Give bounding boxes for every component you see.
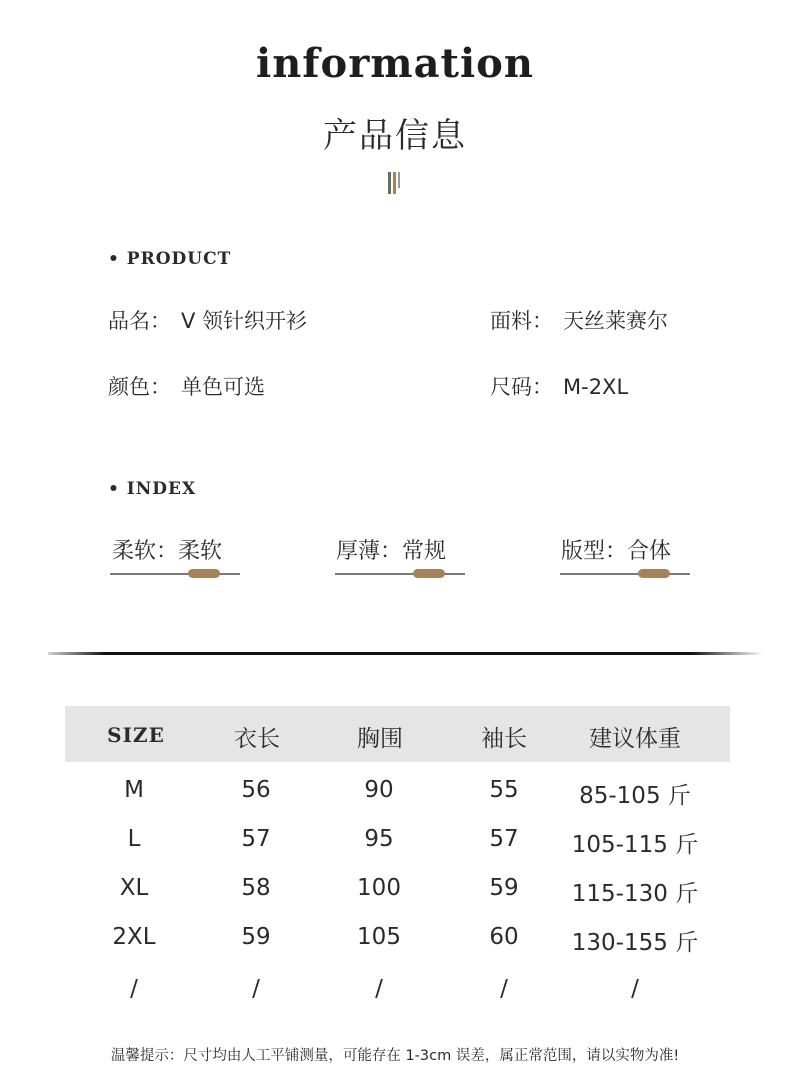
size-table-cell: 59 <box>241 924 271 950</box>
header-length: 衣长 <box>234 726 280 752</box>
header-chest: 胸围 <box>357 726 403 752</box>
size-table-cell: 59 <box>489 875 519 901</box>
size-table-cell: 60 <box>489 924 519 950</box>
size-table-cell: 100 <box>357 875 401 901</box>
size-table-cell: 57 <box>241 826 271 852</box>
index-thickness-knob <box>413 569 445 578</box>
size-table-cell: 55 <box>489 777 519 803</box>
size-table-cell: 90 <box>364 777 394 803</box>
size-table-cell: / <box>130 976 138 1002</box>
index-softness-track <box>110 573 240 575</box>
product-name-row <box>108 305 307 335</box>
index-thickness-track <box>335 573 465 575</box>
size-table-cell: 115-130 斤 <box>571 881 699 907</box>
size-table-cell: 95 <box>364 826 394 852</box>
size-table-cell: 2XL <box>112 924 156 950</box>
size-table-cell: / <box>252 976 260 1002</box>
product-size-label: 尺码： <box>490 375 553 399</box>
index-heading: • INDEX <box>108 479 197 499</box>
product-color-label: 颜色： <box>108 375 171 399</box>
size-table-cell: / <box>375 976 383 1002</box>
product-heading: • PRODUCT <box>108 249 232 269</box>
section-divider <box>48 652 763 655</box>
size-table-cell: / <box>500 976 508 1002</box>
product-color-value: 单色可选 <box>181 375 265 399</box>
size-table-cell: 56 <box>241 777 271 803</box>
size-table-cell: 105 <box>357 924 401 950</box>
header-sleeve: 袖长 <box>481 726 527 752</box>
product-name-value: V 领针织开衫 <box>181 309 308 333</box>
size-table-cell: XL <box>119 875 149 901</box>
size-table-cell: 105-115 斤 <box>571 832 699 858</box>
size-table-cell: L <box>127 826 141 852</box>
header-weight: 建议体重 <box>589 726 681 752</box>
size-table-cell: M <box>124 777 144 803</box>
product-fabric-value: 天丝莱赛尔 <box>563 309 668 333</box>
size-table-cell: / <box>631 976 639 1002</box>
size-table-header <box>65 706 730 762</box>
index-softness-knob <box>188 569 220 578</box>
size-table-cell: 85-105 斤 <box>579 783 691 809</box>
index-softness-label: 柔软：柔软 <box>112 539 223 564</box>
measurement-note: 温馨提示：尺寸均由人工平铺测量，可能存在 1-3cm 误差，属正常范围，请以实物为准! <box>110 1048 680 1064</box>
size-table-cell: 58 <box>241 875 271 901</box>
product-fabric-label: 面料： <box>490 309 553 333</box>
index-fit-track <box>560 573 690 575</box>
product-size-row <box>490 371 628 401</box>
index-fit-knob <box>638 569 670 578</box>
size-table-cell: 57 <box>489 826 519 852</box>
page-title-en: information <box>256 40 534 87</box>
header-size: SIZE <box>107 723 165 747</box>
decorative-bars-icon <box>388 172 404 194</box>
product-fabric-row <box>490 305 668 335</box>
product-size-value: M-2XL <box>563 375 629 399</box>
product-color-row <box>108 371 265 401</box>
size-table-cell: 130-155 斤 <box>571 930 699 956</box>
page-title-cn: 产品信息 <box>323 116 467 156</box>
index-thickness-label: 厚薄：常规 <box>336 539 447 564</box>
product-name-label: 品名： <box>108 309 171 333</box>
index-fit-label: 版型：合体 <box>561 539 672 564</box>
